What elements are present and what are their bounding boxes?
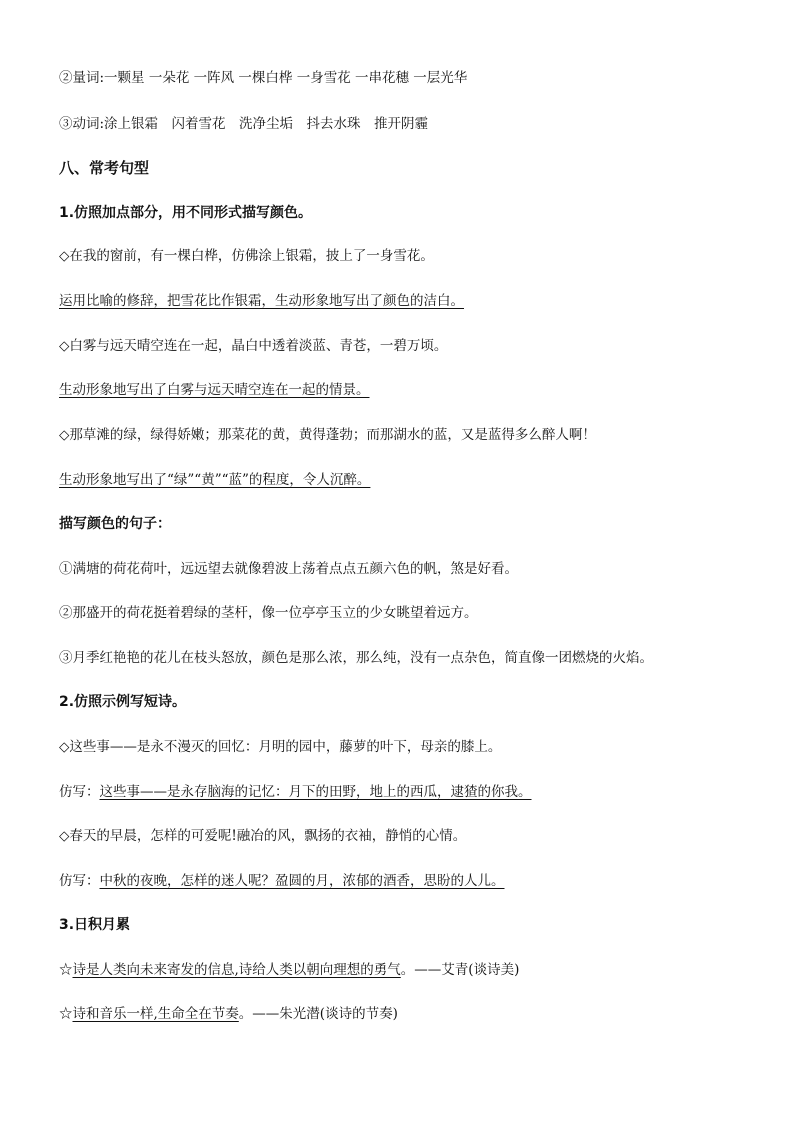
imitation-2-prefix: 仿写：	[59, 873, 100, 889]
color-sentence-3: ③月季红艳艳的花儿在枝头怒放，颜色是那么浓，那么纯，没有一点杂色，简直像一团燃烧的火焰。	[59, 650, 653, 666]
color-sentence-1: ①满塘的荷花荷叶，远远望去就像碧波上荡着点点五颜六色的帆，煞是好看。	[59, 561, 518, 577]
quote-2	[59, 1004, 398, 1024]
task-2-heading: 2.仿照示例写短诗。	[59, 694, 187, 710]
color-sentence-2: ②那盛开的荷花挺着碧绿的茎杆，像一位亭亭玉立的少女眺望着远方。	[59, 605, 478, 621]
imitation-1-text: 这些事——是永存脑海的记忆：月下的田野，地上的西瓜，逮猹的你我。	[99, 784, 532, 800]
quote-1-text: 诗是人类向未来寄发的信息,诗给人类以朝向理想的勇气	[72, 962, 401, 978]
example-sentence-3: ◇那草滩的绿，绿得娇嫩；那菜花的黄，黄得蓬勃；而那湖水的蓝，又是蓝得多么醉人啊！	[59, 427, 596, 443]
imitation-1-prefix: 仿写：	[59, 784, 100, 800]
poem-example-2: ◇春天的早晨，怎样的可爱呢!融冶的风，飘扬的衣袖，静悄的心情。	[59, 828, 467, 844]
quote-1-attribution: 。——艾青(谈诗美)	[400, 962, 520, 978]
quote-1	[59, 960, 519, 980]
star-icon: ☆	[59, 1006, 73, 1022]
task-3-heading: 3.日积月累	[59, 917, 131, 933]
imitation-2	[59, 871, 505, 891]
poem-example-1: ◇这些事——是永不漫灭的回忆：月明的园中，藤萝的叶下，母亲的膝上。	[59, 739, 502, 755]
star-icon: ☆	[59, 962, 73, 978]
answer-1	[59, 291, 472, 311]
section-heading: 八、常考句型	[59, 159, 150, 177]
imitation-1	[59, 782, 532, 802]
quote-2-attribution: 。——朱光潜(谈诗的节奏)	[238, 1006, 398, 1022]
answer-3	[59, 470, 376, 490]
answer-1-text: 运用比喻的修辞，把雪花比作银霜，生动形象地写出了颜色的洁白。	[59, 293, 464, 309]
task-1-heading: 1.仿照加点部分，用不同形式描写颜色。	[59, 205, 313, 221]
answer-2-text: 生动形象地写出了白雾与远天晴空连在一起的情景。	[59, 382, 370, 398]
imitation-2-text: 中秋的夜晚，怎样的迷人呢？盈圆的月，浓郁的酒香，思盼的人儿。	[99, 873, 505, 889]
example-sentence-2: ◇白雾与远天晴空连在一起，晶白中透着淡蓝、青苍，一碧万顷。	[59, 338, 448, 354]
measure-words-line: ②量词:一颗星 一朵花 一阵风 一棵白桦 一身雪花 一串花穗 一层光华	[59, 70, 468, 86]
quote-2-text: 诗和音乐一样,生命全在节奏	[72, 1006, 239, 1022]
answer-2	[59, 380, 378, 400]
verbs-line: ③动词:涂上银霜 闪着雪花 洗净尘垢 抖去水珠 推开阴霾	[59, 116, 429, 132]
example-sentence-1: ◇在我的窗前，有一棵白桦，仿佛涂上银霜，披上了一身雪花。	[59, 248, 434, 264]
color-sentences-heading: 描写颜色的句子：	[59, 516, 171, 532]
answer-3-text: 生动形象地写出了“绿”“黄”“蓝”的程度，令人沉醉。	[59, 472, 371, 488]
